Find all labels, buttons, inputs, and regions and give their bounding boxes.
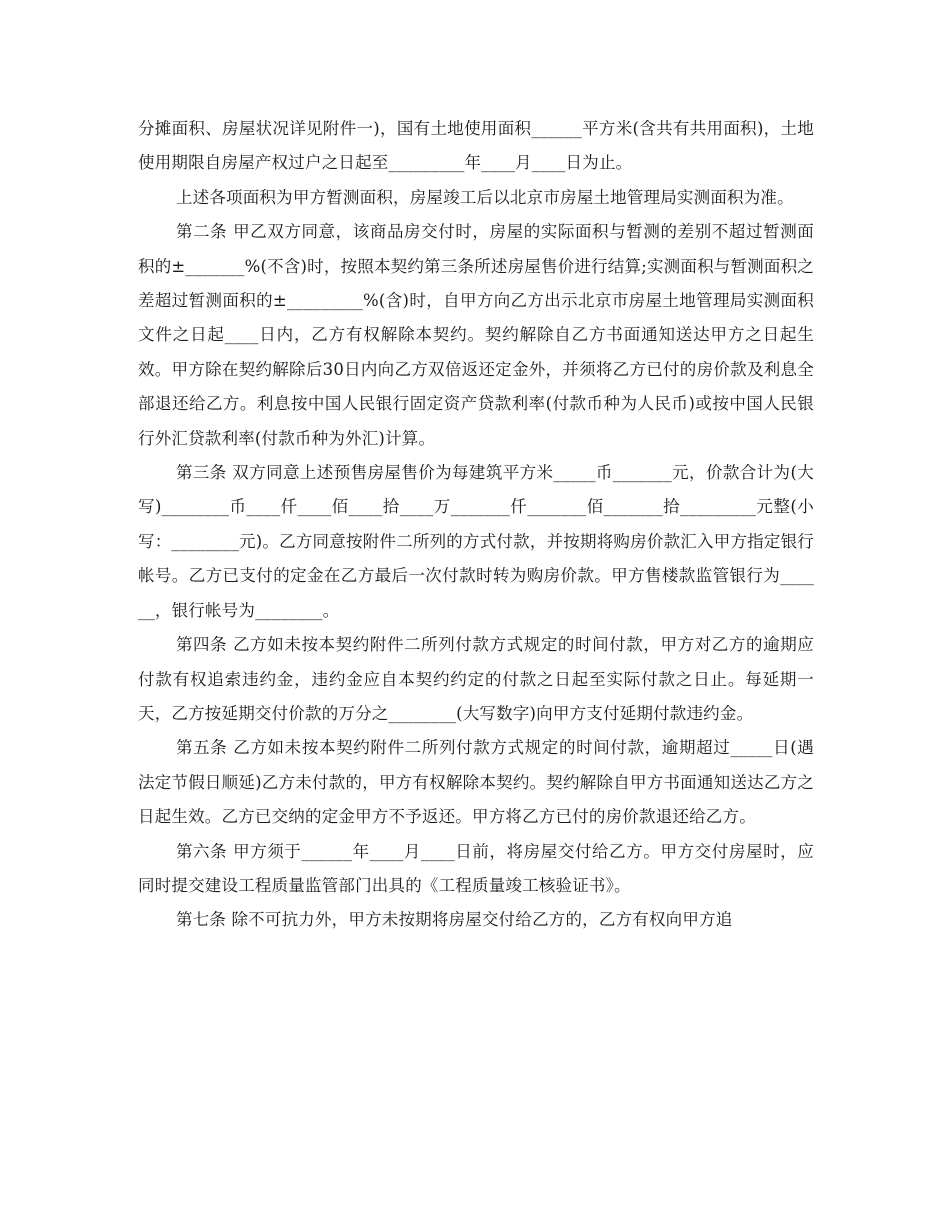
paragraph-article-7: 第七条 除不可抗力外，甲方未按期将房屋交付给乙方的，乙方有权向甲方追 xyxy=(175,910,733,930)
paragraph-article-2: 第二条 甲乙双方同意，该商品房交付时，房屋的实际面积与暂测的差别不超过暂测面积的±_______%(不含)时，按照本契约第三条所述房屋售价进行结算;实测面积与暂测面积之差超过暂测面积的±_________%(含)时，自甲方向乙方出示北京市房屋土地管理局实测面积文件之日起____日内，乙方有权解除本契约。契约解除自乙方书面通知送达甲方之日起生效。甲方除在契约解除后30日内向乙方双倍返还定金外，并须将乙方已付的房价款及利息全部退还给乙方。利息按中国人民银行固定资产贷款利率(付款币种为人民币)或按中国人民银行外汇贷款利率(付款币种为外汇)计算。 xyxy=(138,222,814,448)
paragraph-article-4: 第四条 乙方如未按本契约附件二所列付款方式规定的时间付款，甲方对乙方的逾期应付款有权追索违约金，违约金应自本契约约定的付款之日起至实际付款之日止。每延期一天，乙方按延期交付价款的万分之________(大写数字)向甲方支付延期付款违约金。 xyxy=(138,635,814,723)
paragraph-article-6: 第六条 甲方须于______年____月____日前，将房屋交付给乙方。甲方交付房屋时，应同时提交建设工程质量监管部门出具的《工程质量竣工核验证书》。 xyxy=(138,841,814,895)
contract-body xyxy=(138,112,814,938)
paragraph-article-5: 第五条 乙方如未按本契约附件二所列付款方式规定的时间付款，逾期超过_____日(遇法定节假日顺延)乙方未付款的，甲方有权解除本契约。契约解除自甲方书面通知送达乙方之日起生效。乙方已交纳的定金甲方不予返还。甲方将乙方已付的房价款退还给乙方。 xyxy=(138,738,814,827)
paragraph-land-area: 分摊面积、房屋状况详见附件一)，国有土地使用面积______平方米(含共有共用面积)，土地使用期限自房屋产权过户之日起至_________年____月____日为止。 xyxy=(138,119,814,173)
paragraph-area-measurement: 上述各项面积为甲方暂测面积，房屋竣工后以北京市房屋土地管理局实测面积为准。 xyxy=(175,187,794,207)
paragraph-article-3: 第三条 双方同意上述预售房屋售价为每建筑平方米_____币_______元，价款合计为(大写)________币____仟____佰____拾____万_______仟_______佰_______拾_________元整(小写：________元)。乙方同意按附件二所列的方式付款，并按期将购房价款汇入甲方指定银行帐号。乙方已支付的定金在乙方最后一次付款时转为购房价款。甲方售楼款监管银行为______，银行帐号为________。 xyxy=(138,463,814,620)
